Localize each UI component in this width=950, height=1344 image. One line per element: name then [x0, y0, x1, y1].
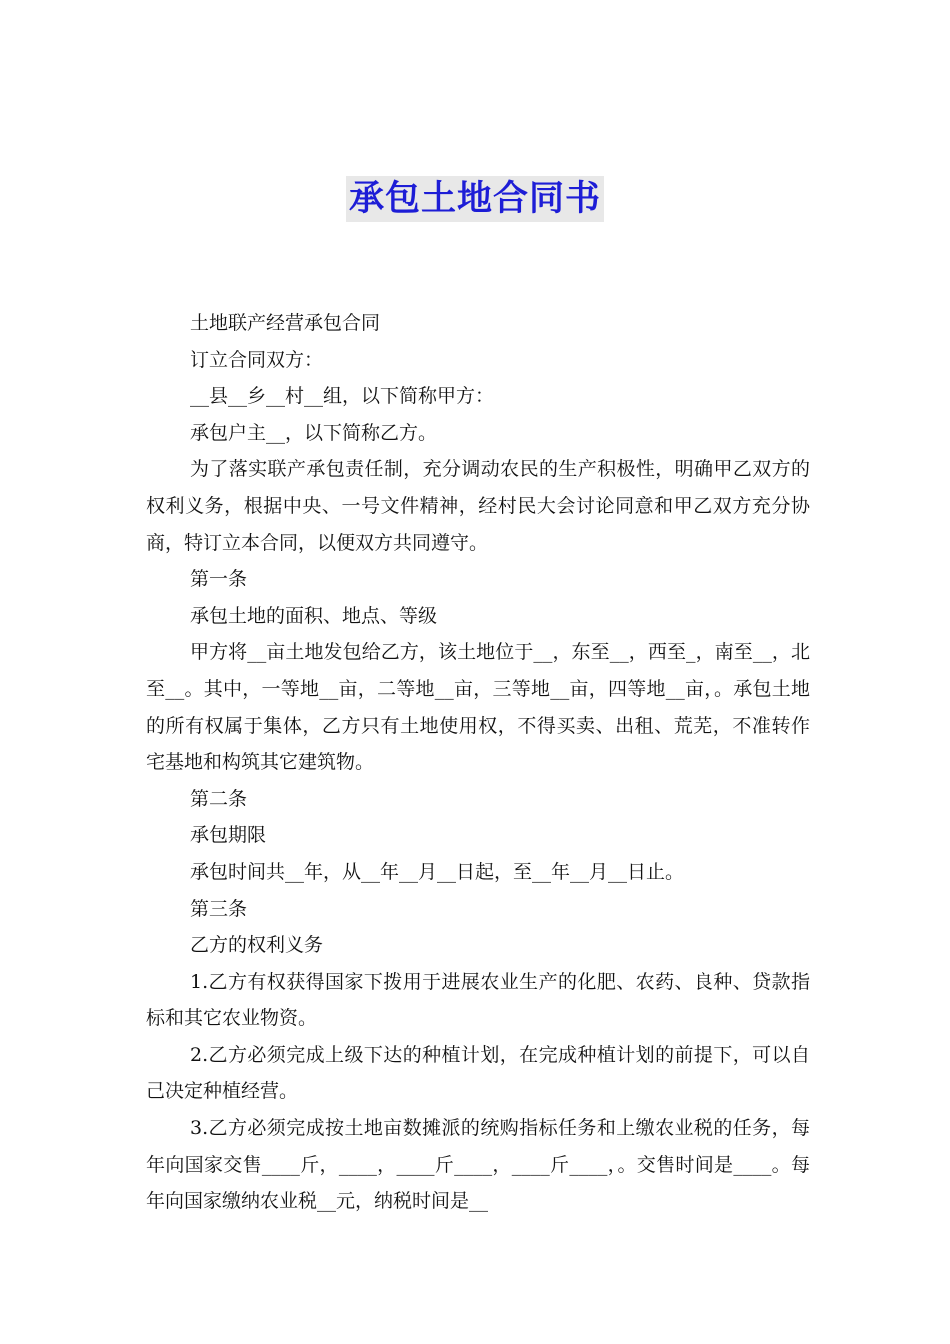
article-2-heading: 第二条	[190, 787, 248, 810]
document-title: 承包土地合同书	[346, 176, 604, 222]
paragraph-contract-name: 土地联产经营承包合同	[190, 312, 381, 334]
article-3-item-3: 3.乙方必须完成按土地亩数摊派的统购指标任务和上缴农业税的任务，每年向国家交售____斤，____，____斤____，____斤____，。交售时间是____。每年向国家缴纳农业税__元，纳税时间是__	[146, 1117, 810, 1213]
paragraph-preamble: 为了落实联产承包责任制，充分调动农民的生产积极性，明确甲乙双方的权利义务，根据中央、一号文件精神，经村民大会讨论同意和甲乙双方充分协商，特订立本合同，以便双方共同遵守。	[146, 458, 810, 554]
article-1-subject: 承包土地的面积、地点、等级	[190, 604, 438, 627]
title-container	[0, 176, 950, 222]
paragraph-party-b: 承包户主__，以下简称乙方。	[190, 421, 438, 444]
article-3-heading: 第三条	[190, 897, 248, 920]
paragraph-party-a: __县__乡__村__组，以下简称甲方：	[190, 385, 495, 408]
article-3-item-2: 2.乙方必须完成上级下达的种植计划，在完成种植计划的前提下，可以自己决定种植经营。	[146, 1043, 810, 1103]
article-2-subject: 承包期限	[190, 824, 267, 847]
article-3-subject: 乙方的权利义务	[190, 934, 324, 957]
article-3-item-1: 1.乙方有权获得国家下拨用于进展农业生产的化肥、农药、良种、贷款指标和其它农业物资。	[146, 970, 810, 1030]
document-body	[146, 305, 810, 1220]
paragraph-parties-heading: 订立合同双方：	[190, 348, 324, 371]
article-2-body: 承包时间共__年，从__年__月__日起，至__年__月__日止。	[190, 860, 685, 883]
article-1-body: 甲方将__亩土地发包给乙方，该土地位于__，东至__，西至_，南至__，北至__。其中，一等地__亩，二等地__亩，三等地__亩，四等地__亩，。承包土地的所有权属于集体，乙方只有土地使用权，不得买卖、出租、荒芜，不准转作宅基地和构筑其它建筑物。	[146, 641, 810, 774]
article-1-heading: 第一条	[190, 568, 248, 591]
